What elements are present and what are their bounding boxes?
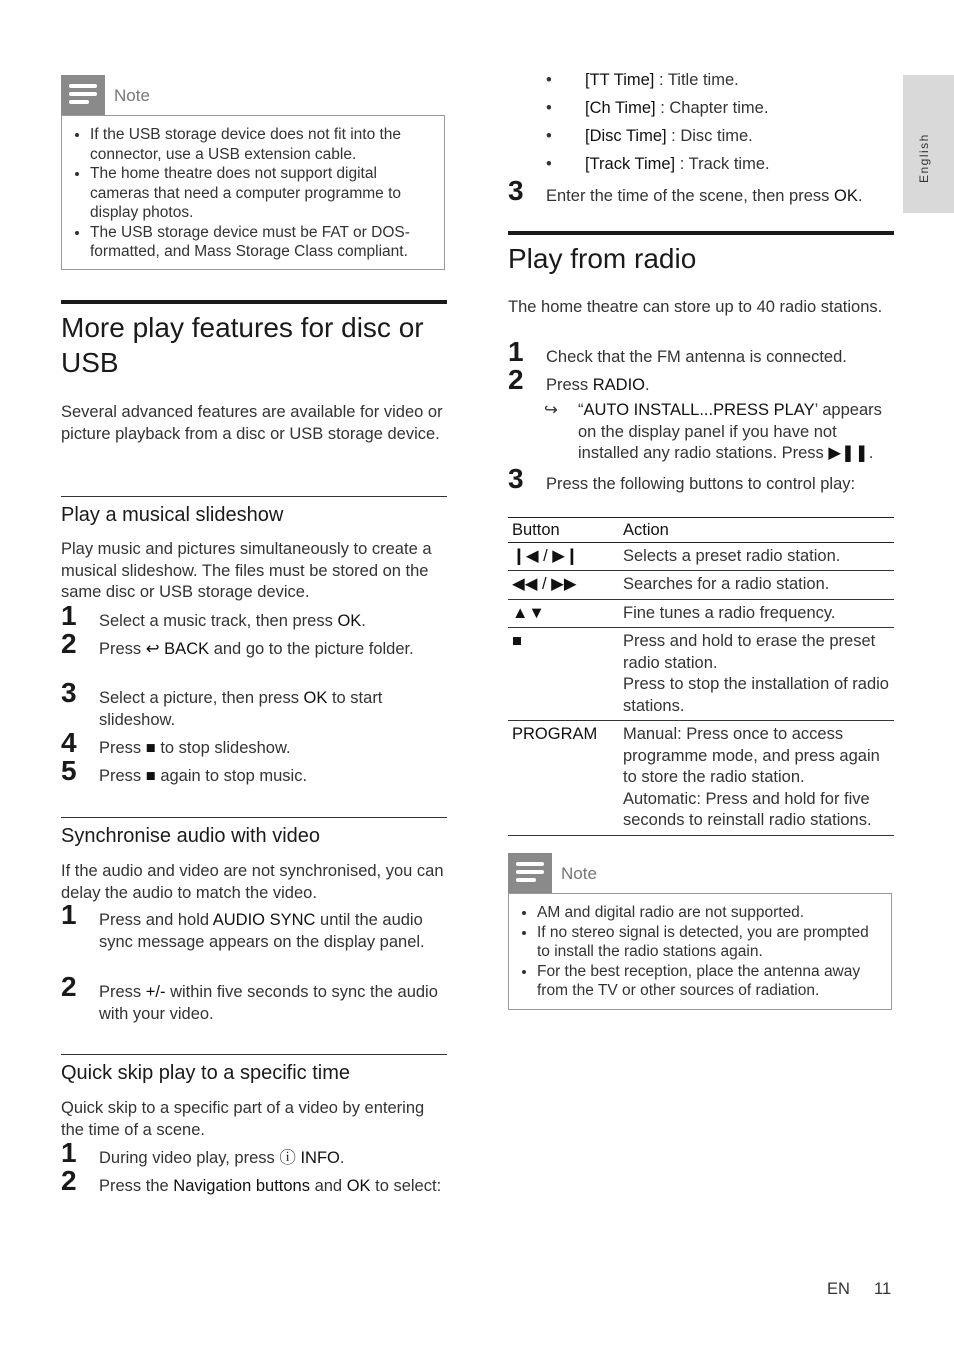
table-row: ❙◀ / ▶❙ Selects a preset radio station. bbox=[508, 542, 894, 571]
note-header bbox=[61, 75, 447, 115]
note-item: • For the best reception, place the antenna away from the TV or other sources of radiation. bbox=[537, 962, 883, 1001]
table-row: ◀◀ / ▶▶ Searches for a radio station. bbox=[508, 571, 894, 600]
sync-intro: If the audio and video are not synchronised, you can delay the audio to match the video. bbox=[61, 862, 444, 902]
subsection-rule bbox=[61, 1054, 447, 1055]
note-header bbox=[508, 853, 894, 893]
stop-icon: ■ bbox=[145, 739, 156, 757]
section-rule bbox=[61, 300, 447, 304]
rewind-forward-icon: ◀◀ / ▶▶ bbox=[508, 571, 619, 600]
info-icon: ⓘ bbox=[279, 1149, 296, 1167]
radio-control-table bbox=[508, 517, 894, 836]
note-item: • If the USB storage device does not fit into the connector, use a USB extension cable. bbox=[90, 125, 436, 164]
stop-icon: ■ bbox=[145, 767, 156, 785]
note-item: • The USB storage device must be FAT or DOS-formatted, and Mass Storage Class compliant. bbox=[90, 223, 436, 262]
note-icon bbox=[508, 853, 552, 893]
result-arrow-icon: ↪ bbox=[544, 401, 558, 419]
program-key: PROGRAM bbox=[508, 721, 619, 836]
right-column: • [TT Time] : Title time. • [Ch Time] : Chapter time. • [Disc Time] : Disc time. • [Track Time] : Track time. 3 Enter the time of the scene, then press OK. Play from radio The home theatre can store up to 40 radio stations. 1 Check that the FM antenna is connected. 2 Press RADIO. ↪ “AUTO INSTALL...PRESS PLAY’ appears on the display panel if you have not installed any radio stations. Press ▶❚❚. 3 Press the following buttons to control play: Button Action ❙◀ / ▶❙ Selects a preset radio station. ◀◀ / ▶▶ Searches for a radio station. ▲▼ Fine tunes a radio frequency. ■ Press and hold to erase the preset radio station. Press to stop the installation of radio stations. PROGRAM Manual: Press once to access programme mode, and press again to store the radio station. Automatic: Press and hold for five seconds to reinstall radio stations. Note • AM and digital radio are not supported. • If no stereo signal is detected, you are prompted to install the radio stations again. • For the best reception, place the antenna away from the TV or other sources of radiation. bbox=[508, 0, 894, 1350]
note-title: Note bbox=[561, 864, 597, 883]
language-side-tab bbox=[903, 75, 954, 213]
note-title: Note bbox=[114, 86, 150, 105]
note-box-radio bbox=[508, 853, 894, 1011]
more-play-intro: Several advanced features are available for video or picture playback from a disc or USB storage device. bbox=[61, 403, 443, 443]
note-item: • If no stereo signal is detected, you are prompted to install the radio stations again. bbox=[537, 923, 883, 962]
subsection-rule bbox=[61, 496, 447, 497]
subsection-title-sync: Synchronise audio with video bbox=[61, 825, 321, 847]
note-item: • The home theatre does not support digital cameras that need a computer programme to display photos. bbox=[90, 164, 436, 223]
stop-icon: ■ bbox=[508, 628, 619, 721]
left-column: Note • If the USB storage device does not fit into the connector, use a USB extension cable. • The home theatre does not support digital cameras that need a computer programme to display photos. • The USB storage device must be FAT or DOS-formatted, and Mass Storage Class compliant. More play features for disc or USB Several advanced features are available for video or picture playback from a disc or USB storage device. Play a musical slideshow Play music and pictures simultaneously to create a musical slideshow. The files must be stored on the same disc or USB storage device. 1 Select a music track, then press OK. 2 Press ↩ BACK and go to the picture folder. 3 Select a picture, then press OK to start slideshow. 4 Press ■ to stop slideshow. 5 Press ■ again to stop music. Synchronise audio with video If the audio and video are not synchronised, you can delay the audio to match the video. 1 Press and hold AUDIO SYNC until the audio sync message appears on the display panel. 2 Press +/- within five seconds to sync the audio with your video. Quick skip play to a specific time Quick skip to a specific part of a video by entering the time of a scene. 1 During video play, press ⓘ INFO. 2 Press the Navigation buttons and OK to select: bbox=[61, 0, 447, 1350]
note-body bbox=[61, 115, 445, 270]
section-rule bbox=[508, 231, 894, 235]
note-icon bbox=[61, 75, 105, 115]
table-row: ■ Press and hold to erase the preset radio station. Press to stop the installation of radio stations. bbox=[508, 628, 894, 721]
subsection-rule bbox=[61, 817, 447, 818]
section-title-more-play: More play features for disc or USB bbox=[61, 312, 424, 378]
table-header-button: Button bbox=[508, 518, 619, 543]
table-row: ▲▼ Fine tunes a radio frequency. bbox=[508, 599, 894, 628]
quickskip-intro: Quick skip to a specific part of a video by entering the time of a scene. bbox=[61, 1099, 425, 1139]
prev-next-icon: ❙◀ / ▶❙ bbox=[508, 542, 619, 571]
subsection-title-slideshow: Play a musical slideshow bbox=[61, 504, 284, 526]
footer-language: EN bbox=[827, 1280, 850, 1298]
subsection-title-quickskip: Quick skip play to a specific time bbox=[61, 1062, 350, 1084]
radio-intro: The home theatre can store up to 40 radio stations. bbox=[508, 298, 883, 316]
language-label: English bbox=[917, 133, 931, 183]
note-box-usb bbox=[61, 75, 447, 270]
page-number: 11 bbox=[874, 1280, 892, 1298]
table-row: PROGRAM Manual: Press once to access programme mode, and press again to store the radio station. Automatic: Press and hold for five seconds to reinstall radio stations. bbox=[508, 721, 894, 836]
section-title-radio: Play from radio bbox=[508, 243, 697, 274]
slideshow-intro: Play music and pictures simultaneously to create a musical slideshow. The files must be stored on the same disc or USB storage device. bbox=[61, 540, 432, 601]
note-item: • AM and digital radio are not supported. bbox=[537, 903, 883, 923]
note-body bbox=[508, 893, 892, 1010]
table-header-action: Action bbox=[619, 518, 894, 543]
back-icon: ↩ bbox=[145, 640, 160, 658]
up-down-icon: ▲▼ bbox=[508, 599, 619, 628]
play-pause-icon: ▶❚❚ bbox=[828, 444, 869, 462]
